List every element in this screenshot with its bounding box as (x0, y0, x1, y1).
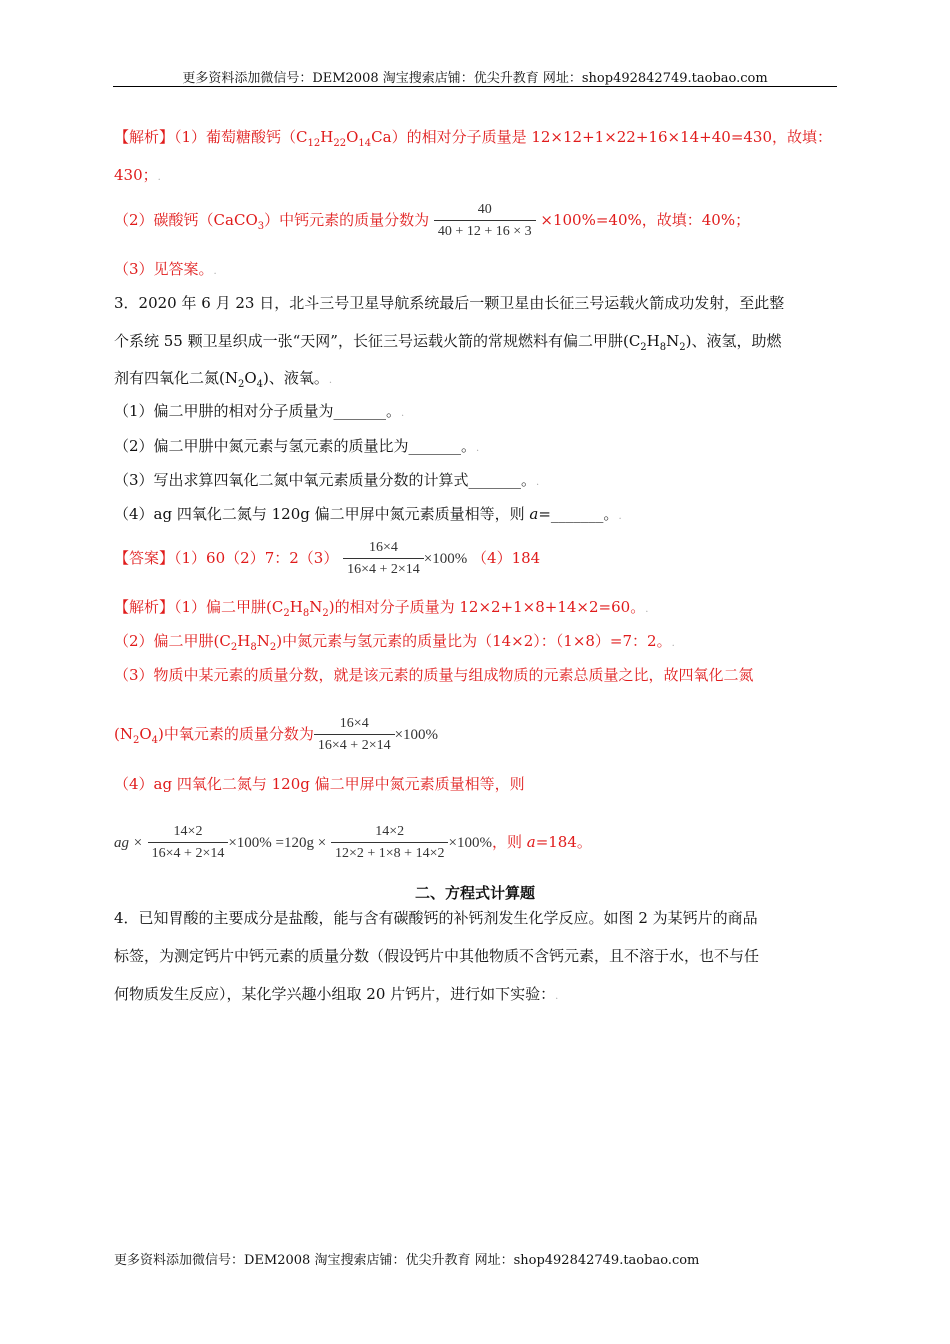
q3-analysis-3b: $(N_2O_4)$中氧元素的质量分数为 $\frac{16\times 4}{16\times 4 + 2\times 14}$ ×100% (114, 716, 439, 753)
q2-analysis-line3: （3）见答案。. (114, 260, 217, 278)
q2-analysis-line1: 【解析】（1）葡萄糖酸钙$(C_{12}H_{22}O_{14}Ca)$的相对分子质量是 12×12+1×22+16×14+40=430，故填： (114, 128, 833, 149)
q2-analysis-line1-cont: 430；. (114, 166, 161, 184)
oxygen-fraction: $\frac{16\times 4}{16\times 4 + 2\times 14}$ (314, 715, 395, 755)
calcium-fraction: $\frac{40}{40 + 12 + 16 \times 3}$ (434, 201, 536, 241)
page-footer: 更多资料添加微信号：DEM2008 淘宝搜索店铺：优尖升教育 网址：shop492842749.taobao.com (114, 1253, 700, 1268)
page-header: 更多资料添加微信号：DEM2008 淘宝搜索店铺：优尖升教育 网址：shop492842749.taobao.com (182, 71, 768, 86)
analysis-tag: 【解析】 (114, 128, 175, 146)
q3-analysis-equation: ag × $\frac{14\times 2}{16\times 4 + 2\times 14}$ ×100% =120g × $\frac{14\times 2}{12\times 2 + 1\times 8 + 14\times 2}$ ×100%，则 a=184。 (114, 824, 592, 861)
analysis-tag-2: 【解析】 (114, 598, 175, 616)
eq-fraction-right: $\frac{14\times 2}{12\times 2 + 1\times 8 + 14\times 2}$ (331, 823, 448, 863)
q3-sub1: （1）偏二甲肼的相对分子质量为_______。. (114, 402, 405, 420)
answer-fraction: $\frac{16\times 4}{16\times 4 + 2\times 14}$ (343, 539, 424, 579)
answer-tag: 【答案】 (114, 549, 175, 567)
q3-sub2: （2）偏二甲肼中氮元素与氢元素的质量比为_______。. (114, 437, 480, 455)
q3-sub3: （3）写出求算四氧化二氮中氧元素质量分数的计算式_______。. (114, 471, 540, 489)
q3-stem-line3: 剂有四氧化二氮$(N_2O_4)$、液氧。. (114, 369, 333, 390)
q4-line3: 何物质发生反应），某化学兴趣小组取 20 片钙片，进行如下实验：. (114, 985, 559, 1003)
eq-fraction-left: $\frac{14\times 2}{16\times 4 + 2\times 14}$ (148, 823, 229, 863)
q3-analysis-2: （2）偏二甲肼$(C_2H_8N_2)$中氮元素与氢元素的质量比为（14×2）：（1×8）=7：2。. (114, 632, 675, 653)
q2-analysis-line2: （2）碳酸钙（CaCO$_3$）中钙元素的质量分数为 $\frac{40}{40 + 12 + 16 \times 3}$ ×100%=40%，故填：40%； (114, 202, 751, 239)
q3-analysis-1: 【解析】（1）偏二甲肼$(C_2H_8N_2)$的相对分子质量为 12×2+1×8+14×2=60。. (114, 598, 649, 619)
section-title: 二、方程式计算题 (414, 884, 535, 902)
q3-sub4: （4）ag 四氧化二氮与 120g 偏二甲屏中氮元素质量相等，则 a=_______。. (114, 505, 622, 523)
q4-line1: 4．已知胃酸的主要成分是盐酸，能与含有碳酸钙的补钙剂发生化学反应。如图 2 为某钙片的商品 (114, 909, 758, 927)
q4-line2: 标签，为测定钙片中钙元素的质量分数（假设钙片中其他物质不含钙元素，且不溶于水，也不与任 (114, 947, 760, 965)
q3-stem-line1: 3．2020 年 6 月 23 日，北斗三号卫星导航系统最后一颗卫星由长征三号运载火箭成功发射，至此整 (114, 294, 785, 312)
header-rule (113, 86, 837, 87)
q3-analysis-4: （4）ag 四氧化二氮与 120g 偏二甲屏中氮元素质量相等，则 (114, 775, 525, 793)
q3-analysis-3: （3）物质中某元素的质量分数，就是该元素的质量与组成物质的元素总质量之比，故四氧化二氮 (114, 666, 754, 684)
q3-stem-line2: 个系统 55 颗卫星织成一张“天网”，长征三号运载火箭的常规燃料有偏二甲肼$(C_2H_8N_2)$、液氢，助燃 (114, 332, 782, 353)
q3-answer: 【答案】（1）60（2）7：2（3） $\frac{16\times 4}{16\times 4 + 2\times 14}$ ×100% （4）184 (114, 540, 541, 577)
